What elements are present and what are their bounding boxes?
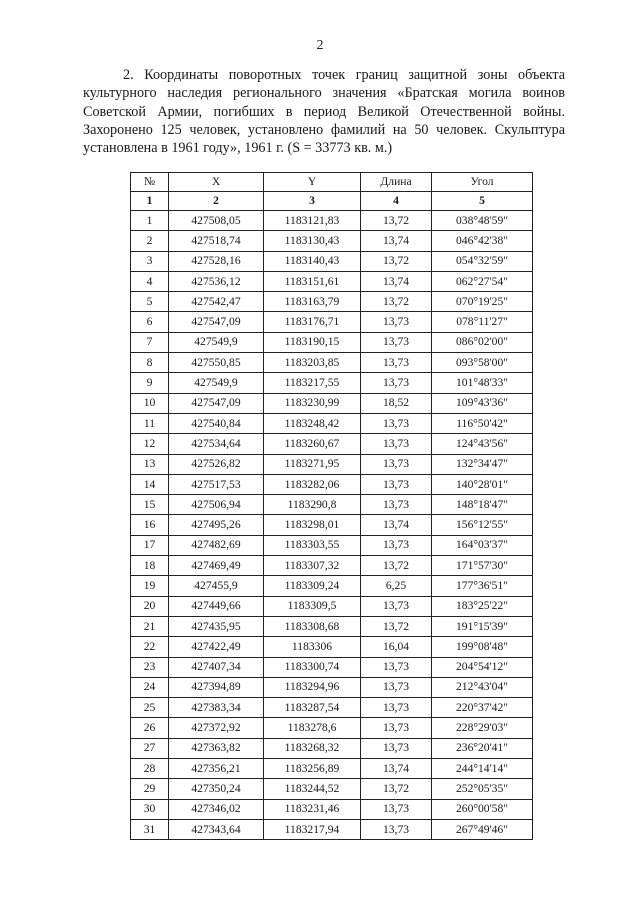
angle-cell: 054°32'59" <box>432 251 533 271</box>
x-cell: 427534,64 <box>169 434 264 454</box>
angle-cell: 267°49'46" <box>432 819 533 839</box>
y-cell: 1183260,67 <box>264 434 361 454</box>
length-cell: 13,73 <box>361 332 432 352</box>
table-row <box>131 474 533 494</box>
header-y: Y <box>264 173 361 192</box>
table-row <box>131 718 533 738</box>
angle-cell: 183°25'22" <box>432 596 533 616</box>
length-cell: 13,73 <box>361 353 432 373</box>
column-number: 2 <box>169 192 264 211</box>
column-number: 4 <box>361 192 432 211</box>
angle-cell: 204°54'12" <box>432 657 533 677</box>
column-number: 3 <box>264 192 361 211</box>
table-row <box>131 556 533 576</box>
point-number-cell: 16 <box>131 515 169 535</box>
length-cell: 13,74 <box>361 515 432 535</box>
length-cell: 13,74 <box>361 271 432 291</box>
table-row <box>131 495 533 515</box>
table-row <box>131 373 533 393</box>
table-header-row <box>131 173 533 192</box>
angle-cell: 093°58'00" <box>432 353 533 373</box>
angle-cell: 116°50'42" <box>432 413 533 433</box>
length-cell: 13,73 <box>361 698 432 718</box>
x-cell: 427482,69 <box>169 535 264 555</box>
point-number-cell: 4 <box>131 271 169 291</box>
point-number-cell: 14 <box>131 474 169 494</box>
angle-cell: 191°15'39" <box>432 616 533 636</box>
table-row <box>131 312 533 332</box>
point-number-cell: 10 <box>131 393 169 413</box>
header-number: № <box>131 173 169 192</box>
length-cell: 13,73 <box>361 738 432 758</box>
paragraph-line: установлена в 1961 году», 1961 г. (S = 33773 кв. м.) <box>83 140 393 157</box>
angle-cell: 220°37'42" <box>432 698 533 718</box>
point-number-cell: 24 <box>131 677 169 697</box>
column-number: 5 <box>432 192 533 211</box>
header-x: X <box>169 173 264 192</box>
y-cell: 1183163,79 <box>264 292 361 312</box>
point-number-cell: 31 <box>131 819 169 839</box>
y-cell: 1183121,83 <box>264 211 361 231</box>
y-cell: 1183176,71 <box>264 312 361 332</box>
length-cell: 13,73 <box>361 799 432 819</box>
length-cell: 13,72 <box>361 251 432 271</box>
angle-cell: 171°57'30" <box>432 556 533 576</box>
paragraph-line: культурного наследия регионального значения «Братская могила воинов <box>83 85 565 102</box>
x-cell: 427550,85 <box>169 353 264 373</box>
y-cell: 1183231,46 <box>264 799 361 819</box>
length-cell: 13,73 <box>361 413 432 433</box>
y-cell: 1183151,61 <box>264 271 361 291</box>
length-cell: 13,73 <box>361 434 432 454</box>
header-length: Длина <box>361 173 432 192</box>
table-row <box>131 819 533 839</box>
point-number-cell: 18 <box>131 556 169 576</box>
x-cell: 427549,9 <box>169 332 264 352</box>
point-number-cell: 2 <box>131 231 169 251</box>
x-cell: 427506,94 <box>169 495 264 515</box>
table-column-number-row <box>131 192 533 211</box>
table-row <box>131 596 533 616</box>
coordinates-table <box>130 172 533 840</box>
table-row <box>131 292 533 312</box>
angle-cell: 124°43'56" <box>432 434 533 454</box>
y-cell: 1183303,55 <box>264 535 361 555</box>
table-row <box>131 515 533 535</box>
table-row <box>131 535 533 555</box>
angle-cell: 199°08'48" <box>432 637 533 657</box>
body-paragraph <box>83 66 565 157</box>
y-cell: 1183244,52 <box>264 779 361 799</box>
x-cell: 427542,47 <box>169 292 264 312</box>
y-cell: 1183307,32 <box>264 556 361 576</box>
length-cell: 13,72 <box>361 556 432 576</box>
point-number-cell: 20 <box>131 596 169 616</box>
x-cell: 427536,12 <box>169 271 264 291</box>
table-row <box>131 332 533 352</box>
y-cell: 1183268,32 <box>264 738 361 758</box>
page-number: 2 <box>316 38 324 53</box>
x-cell: 427449,66 <box>169 596 264 616</box>
y-cell: 1183140,43 <box>264 251 361 271</box>
x-cell: 427350,24 <box>169 779 264 799</box>
point-number-cell: 22 <box>131 637 169 657</box>
angle-cell: 046°42'38" <box>432 231 533 251</box>
table-row <box>131 413 533 433</box>
table-row <box>131 353 533 373</box>
angle-cell: 062°27'54" <box>432 271 533 291</box>
y-cell: 1183190,15 <box>264 332 361 352</box>
x-cell: 427346,02 <box>169 799 264 819</box>
x-cell: 427435,95 <box>169 616 264 636</box>
angle-cell: 177°36'51" <box>432 576 533 596</box>
x-cell: 427343,64 <box>169 819 264 839</box>
angle-cell: 156°12'55" <box>432 515 533 535</box>
y-cell: 1183278,6 <box>264 718 361 738</box>
y-cell: 1183287,54 <box>264 698 361 718</box>
x-cell: 427372,92 <box>169 718 264 738</box>
angle-cell: 236°20'41" <box>432 738 533 758</box>
length-cell: 13,72 <box>361 616 432 636</box>
angle-cell: 244°14'14" <box>432 759 533 779</box>
y-cell: 1183248,42 <box>264 413 361 433</box>
angle-cell: 086°02'00" <box>432 332 533 352</box>
x-cell: 427407,34 <box>169 657 264 677</box>
point-number-cell: 30 <box>131 799 169 819</box>
column-number: 1 <box>131 192 169 211</box>
point-number-cell: 26 <box>131 718 169 738</box>
header-angle: Угол <box>432 173 533 192</box>
table-row <box>131 616 533 636</box>
x-cell: 427363,82 <box>169 738 264 758</box>
x-cell: 427549,9 <box>169 373 264 393</box>
x-cell: 427394,89 <box>169 677 264 697</box>
x-cell: 427528,16 <box>169 251 264 271</box>
x-cell: 427422,49 <box>169 637 264 657</box>
point-number-cell: 13 <box>131 454 169 474</box>
x-cell: 427518,74 <box>169 231 264 251</box>
table-row <box>131 779 533 799</box>
angle-cell: 132°34'47" <box>432 454 533 474</box>
point-number-cell: 5 <box>131 292 169 312</box>
y-cell: 1183308,68 <box>264 616 361 636</box>
y-cell: 1183230,99 <box>264 393 361 413</box>
length-cell: 13,72 <box>361 779 432 799</box>
table-row <box>131 677 533 697</box>
angle-cell: 101°48'33" <box>432 373 533 393</box>
length-cell: 13,74 <box>361 759 432 779</box>
paragraph-line: Советской Армии, погибших в период Великой Отечественной войны. <box>83 103 565 120</box>
table-row <box>131 271 533 291</box>
length-cell: 6,25 <box>361 576 432 596</box>
angle-cell: 070°19'25" <box>432 292 533 312</box>
length-cell: 13,72 <box>361 292 432 312</box>
angle-cell: 212°43'04" <box>432 677 533 697</box>
table-row <box>131 657 533 677</box>
table-row <box>131 393 533 413</box>
paragraph-line: 2. Координаты поворотных точек границ защитной зоны объекта <box>123 67 565 83</box>
point-number-cell: 25 <box>131 698 169 718</box>
point-number-cell: 19 <box>131 576 169 596</box>
angle-cell: 078°11'27" <box>432 312 533 332</box>
paragraph-line: Захоронено 125 человек, установлено фамилий на 50 человек. Скульптура <box>83 121 565 138</box>
y-cell: 1183282,06 <box>264 474 361 494</box>
length-cell: 13,73 <box>361 373 432 393</box>
x-cell: 427547,09 <box>169 312 264 332</box>
x-cell: 427508,05 <box>169 211 264 231</box>
y-cell: 1183271,95 <box>264 454 361 474</box>
length-cell: 13,74 <box>361 231 432 251</box>
y-cell: 1183306 <box>264 637 361 657</box>
x-cell: 427495,26 <box>169 515 264 535</box>
length-cell: 13,73 <box>361 535 432 555</box>
y-cell: 1183298,01 <box>264 515 361 535</box>
x-cell: 427356,21 <box>169 759 264 779</box>
table-row <box>131 454 533 474</box>
y-cell: 1183294,96 <box>264 677 361 697</box>
length-cell: 13,73 <box>361 718 432 738</box>
angle-cell: 140°28'01" <box>432 474 533 494</box>
length-cell: 13,73 <box>361 657 432 677</box>
point-number-cell: 21 <box>131 616 169 636</box>
table-row <box>131 637 533 657</box>
table-row <box>131 251 533 271</box>
table-row <box>131 698 533 718</box>
length-cell: 13,73 <box>361 454 432 474</box>
table-row <box>131 231 533 251</box>
angle-cell: 228°29'03" <box>432 718 533 738</box>
point-number-cell: 3 <box>131 251 169 271</box>
table-row <box>131 576 533 596</box>
angle-cell: 260°00'58" <box>432 799 533 819</box>
point-number-cell: 9 <box>131 373 169 393</box>
point-number-cell: 11 <box>131 413 169 433</box>
x-cell: 427517,53 <box>169 474 264 494</box>
x-cell: 427526,82 <box>169 454 264 474</box>
y-cell: 1183130,43 <box>264 231 361 251</box>
length-cell: 13,73 <box>361 312 432 332</box>
angle-cell: 148°18'47" <box>432 495 533 515</box>
table-row <box>131 759 533 779</box>
point-number-cell: 27 <box>131 738 169 758</box>
point-number-cell: 29 <box>131 779 169 799</box>
y-cell: 1183217,55 <box>264 373 361 393</box>
table-row <box>131 211 533 231</box>
point-number-cell: 12 <box>131 434 169 454</box>
y-cell: 1183203,85 <box>264 353 361 373</box>
angle-cell: 164°03'37" <box>432 535 533 555</box>
point-number-cell: 15 <box>131 495 169 515</box>
y-cell: 1183290,8 <box>264 495 361 515</box>
length-cell: 13,73 <box>361 819 432 839</box>
point-number-cell: 1 <box>131 211 169 231</box>
angle-cell: 252°05'35" <box>432 779 533 799</box>
angle-cell: 038°48'59" <box>432 211 533 231</box>
point-number-cell: 8 <box>131 353 169 373</box>
y-cell: 1183309,24 <box>264 576 361 596</box>
x-cell: 427469,49 <box>169 556 264 576</box>
table-row <box>131 799 533 819</box>
table-row <box>131 434 533 454</box>
y-cell: 1183309,5 <box>264 596 361 616</box>
length-cell: 13,72 <box>361 211 432 231</box>
length-cell: 13,73 <box>361 596 432 616</box>
point-number-cell: 23 <box>131 657 169 677</box>
x-cell: 427547,09 <box>169 393 264 413</box>
length-cell: 13,73 <box>361 474 432 494</box>
x-cell: 427540,84 <box>169 413 264 433</box>
y-cell: 1183300,74 <box>264 657 361 677</box>
angle-cell: 109°43'36" <box>432 393 533 413</box>
length-cell: 18,52 <box>361 393 432 413</box>
y-cell: 1183256,89 <box>264 759 361 779</box>
y-cell: 1183217,94 <box>264 819 361 839</box>
point-number-cell: 28 <box>131 759 169 779</box>
x-cell: 427383,34 <box>169 698 264 718</box>
point-number-cell: 6 <box>131 312 169 332</box>
length-cell: 13,73 <box>361 677 432 697</box>
length-cell: 13,73 <box>361 495 432 515</box>
x-cell: 427455,9 <box>169 576 264 596</box>
length-cell: 16,04 <box>361 637 432 657</box>
point-number-cell: 7 <box>131 332 169 352</box>
table-row <box>131 738 533 758</box>
point-number-cell: 17 <box>131 535 169 555</box>
